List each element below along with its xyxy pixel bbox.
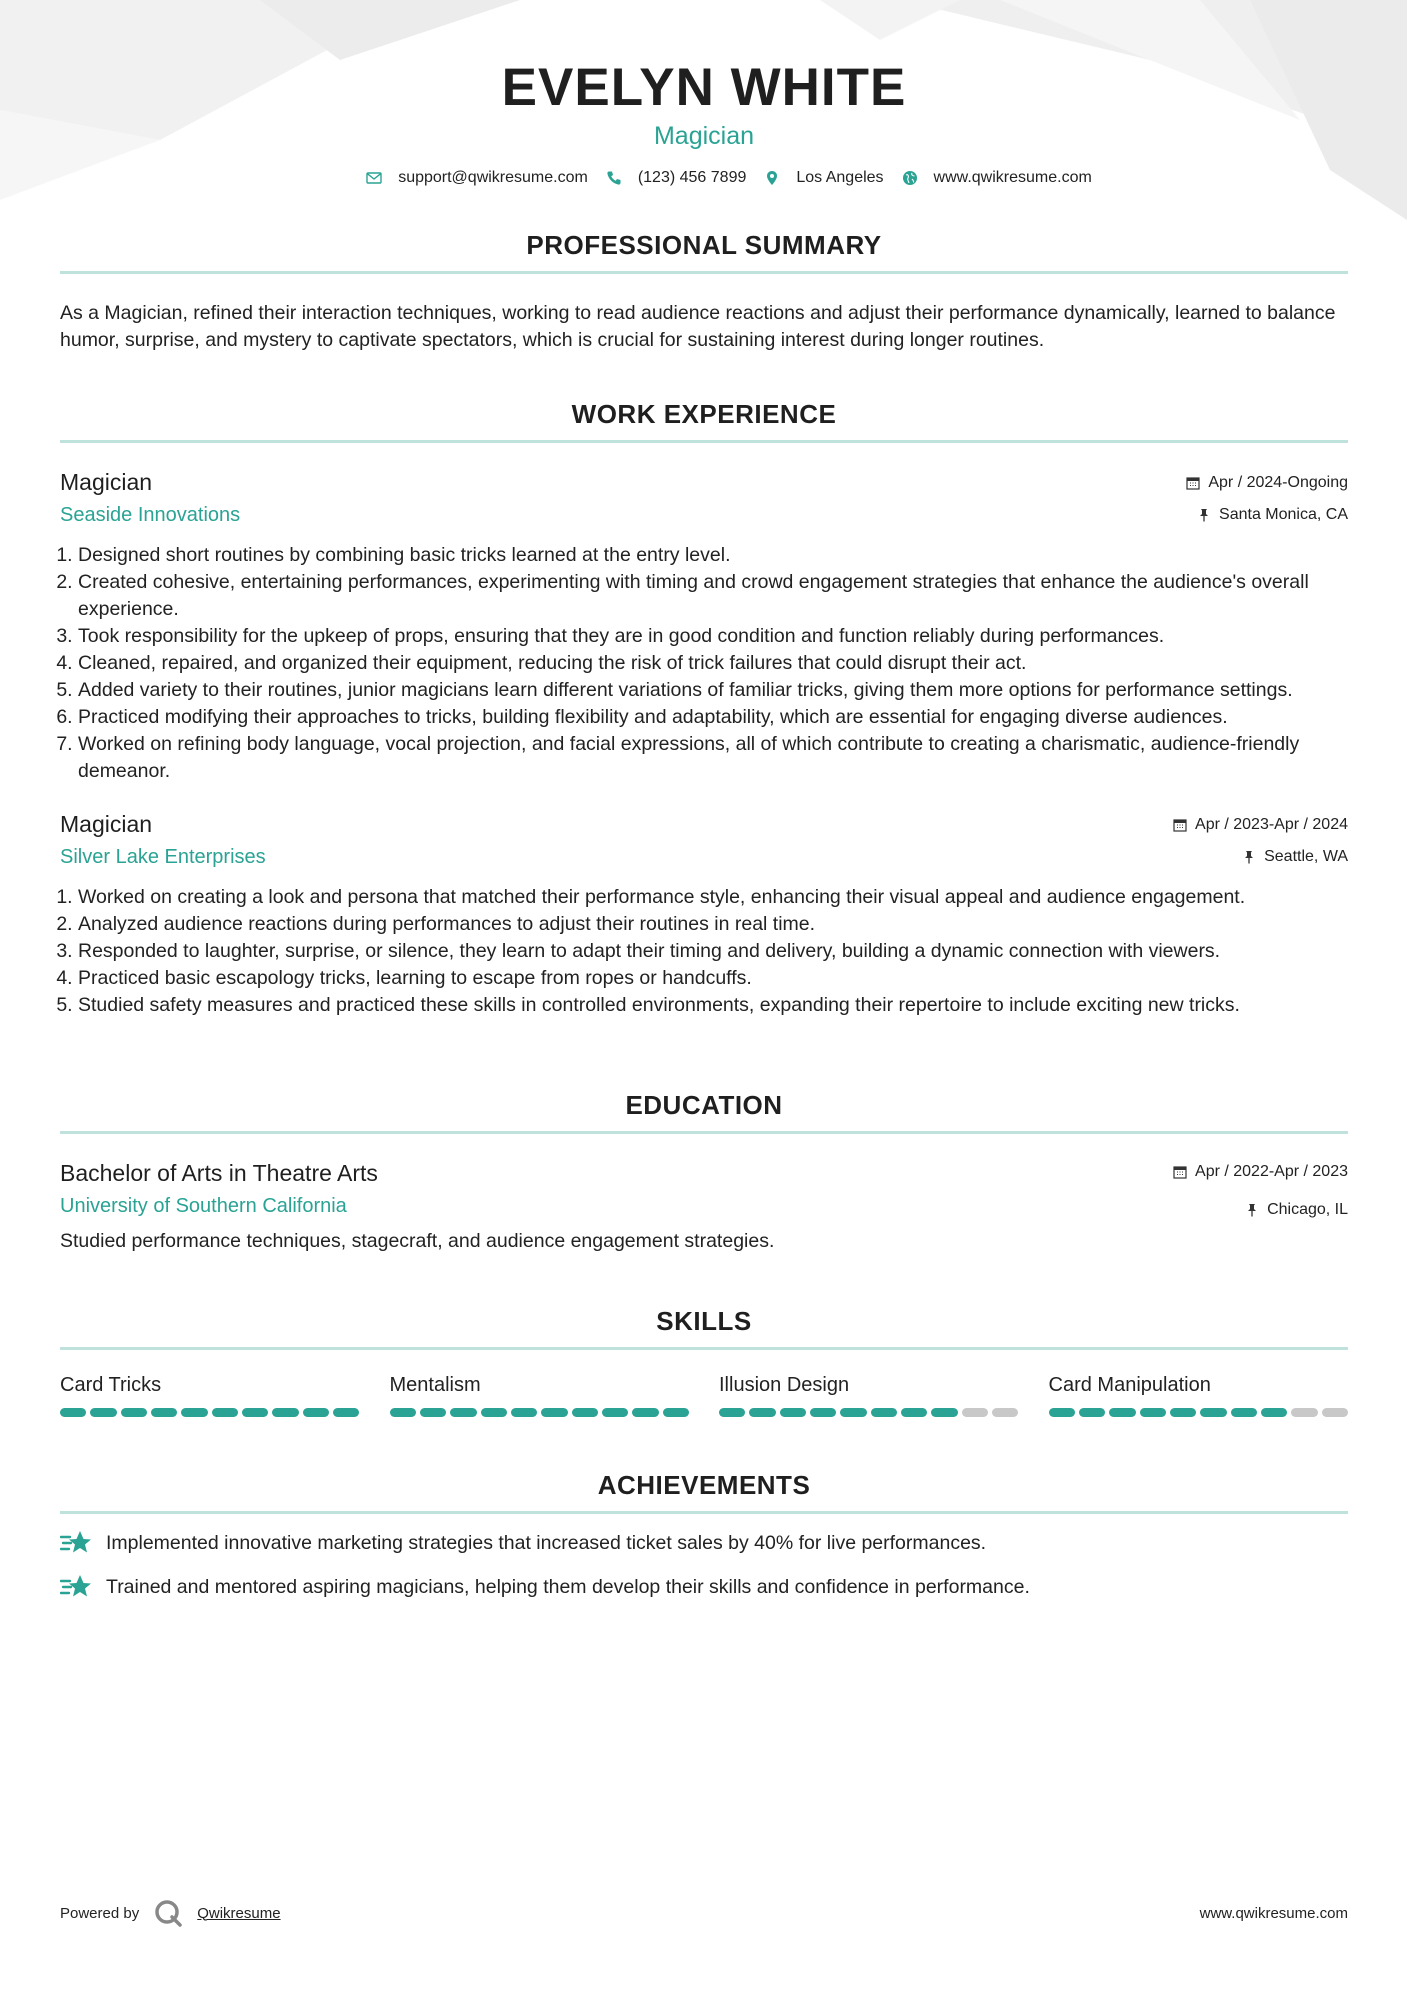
contact-phone[interactable] bbox=[606, 169, 747, 187]
skill-dot-filled bbox=[303, 1408, 329, 1417]
list-item: 2. Analyzed audience reactions during performances to adjust their routines in real time. bbox=[78, 911, 1348, 938]
education-title: EDUCATION bbox=[625, 1090, 783, 1120]
skill-dot-filled bbox=[541, 1408, 567, 1417]
skill-dot-filled bbox=[181, 1408, 207, 1417]
phone-icon bbox=[606, 170, 622, 186]
skill-dot-filled bbox=[871, 1408, 897, 1417]
skill-dot-filled bbox=[121, 1408, 147, 1417]
skill-dot-filled bbox=[420, 1408, 446, 1417]
candidate-name: EVELYN WHITE bbox=[501, 58, 907, 117]
skill-dot-filled bbox=[749, 1408, 775, 1417]
skill-dot-filled bbox=[1261, 1408, 1287, 1417]
job-header bbox=[60, 809, 1348, 870]
skill-item bbox=[1049, 1372, 1349, 1417]
skill-dot-filled bbox=[1200, 1408, 1226, 1417]
skill-name: Card Manipulation bbox=[1048, 1374, 1211, 1396]
skill-dot-filled bbox=[1231, 1408, 1257, 1417]
skill-item bbox=[719, 1372, 1019, 1417]
list-item: 1. Worked on creating a look and persona that matched their performance style, enhancing their visual appeal and audience engagement. bbox=[78, 884, 1348, 911]
qwikresume-link[interactable]: Qwikresume bbox=[197, 1904, 281, 1922]
globe-icon bbox=[902, 170, 918, 186]
job-meta bbox=[1173, 809, 1348, 867]
candidate-role: Magician bbox=[653, 122, 755, 150]
skill-dot-filled bbox=[663, 1408, 689, 1417]
section-divider bbox=[60, 1511, 1348, 1514]
skill-dot-filled bbox=[719, 1408, 745, 1417]
degree-title: Bachelor of Arts in Theatre Arts bbox=[60, 1160, 378, 1186]
education-entry bbox=[60, 1158, 1348, 1255]
skill-dot-filled bbox=[1170, 1408, 1196, 1417]
job-dates bbox=[1186, 473, 1348, 493]
summary-title: PROFESSIONAL SUMMARY bbox=[526, 230, 882, 260]
location-text: Seattle, WA bbox=[1264, 848, 1348, 865]
location-text: Santa Monica, CA bbox=[1219, 506, 1348, 523]
skill-item bbox=[390, 1372, 690, 1417]
experience-title: WORK EXPERIENCE bbox=[571, 399, 837, 429]
skill-dot-filled bbox=[810, 1408, 836, 1417]
achievements-list bbox=[60, 1528, 1348, 1602]
skill-dot-empty bbox=[962, 1408, 988, 1417]
pushpin-icon bbox=[1242, 850, 1256, 864]
skill-dot-filled bbox=[572, 1408, 598, 1417]
envelope-icon bbox=[366, 170, 382, 186]
skill-dot-filled bbox=[390, 1408, 416, 1417]
skill-dot-filled bbox=[632, 1408, 658, 1417]
job-bullets bbox=[60, 542, 1348, 785]
skill-dot-filled bbox=[511, 1408, 537, 1417]
skill-level-bar bbox=[390, 1408, 690, 1417]
job-header bbox=[60, 467, 1348, 528]
skill-item bbox=[60, 1372, 360, 1417]
skill-name: Mentalism bbox=[389, 1374, 481, 1396]
dates-text: Apr / 2023-Apr / 2024 bbox=[1195, 816, 1348, 833]
skill-dot-filled bbox=[1140, 1408, 1166, 1417]
achievement-item bbox=[60, 1528, 1348, 1558]
job-bullets bbox=[60, 884, 1348, 1019]
skills-title: SKILLS bbox=[656, 1306, 752, 1336]
education-location bbox=[1173, 1200, 1348, 1220]
skill-dot-filled bbox=[931, 1408, 957, 1417]
skill-dot-filled bbox=[333, 1408, 359, 1417]
skill-dot-empty bbox=[1322, 1408, 1348, 1417]
skill-dot-filled bbox=[901, 1408, 927, 1417]
skill-dot-filled bbox=[60, 1408, 86, 1417]
list-item: 7. Worked on refining body language, vocal projection, and facial expressions, all of which contribute to creating a charismatic, audience-friendly demeanor. bbox=[78, 731, 1348, 785]
company-name: Seaside Innovations bbox=[60, 504, 241, 526]
job-location bbox=[1186, 505, 1348, 525]
list-item: 5. Studied safety measures and practiced these skills in controlled environments, expanding their repertoire to include exciting new tricks. bbox=[78, 992, 1348, 1019]
list-item: 4. Practiced basic escapology tricks, learning to escape from ropes or handcuffs. bbox=[78, 965, 1348, 992]
skill-level-bar bbox=[60, 1408, 360, 1417]
dates-text: Apr / 2022-Apr / 2023 bbox=[1195, 1163, 1348, 1180]
qwikresume-logo-icon bbox=[153, 1898, 183, 1928]
map-pin-icon bbox=[764, 170, 780, 186]
skills-list bbox=[60, 1372, 1348, 1417]
skills-section bbox=[60, 1305, 1348, 1417]
skill-dot-filled bbox=[602, 1408, 628, 1417]
skill-dot-filled bbox=[780, 1408, 806, 1417]
list-item: 2. Created cohesive, entertaining performances, experimenting with timing and crowd engagement strategies that enhance the audience's overall experience. bbox=[78, 569, 1348, 623]
section-divider bbox=[60, 1131, 1348, 1134]
job-entry bbox=[60, 467, 1348, 785]
skill-dot-filled bbox=[1109, 1408, 1135, 1417]
education-description: Studied performance techniques, stagecraft, and audience engagement strategies. bbox=[60, 1230, 775, 1252]
skill-dot-filled bbox=[90, 1408, 116, 1417]
summary-section bbox=[60, 229, 1348, 354]
education-dates bbox=[1173, 1162, 1348, 1182]
skill-dot-filled bbox=[212, 1408, 238, 1417]
calendar-icon bbox=[1173, 818, 1187, 832]
star-icon bbox=[60, 1528, 92, 1558]
location-text: Chicago, IL bbox=[1267, 1201, 1348, 1218]
skill-dot-filled bbox=[1049, 1408, 1075, 1417]
education-meta bbox=[1173, 1158, 1348, 1220]
list-item: 5. Added variety to their routines, junior magicians learn different variations of familiar tricks, giving them more options for performance settings. bbox=[78, 677, 1348, 704]
achievement-text: Implemented innovative marketing strategies that increased ticket sales by 40% for live performances. bbox=[106, 1531, 987, 1554]
pushpin-icon bbox=[1245, 1203, 1259, 1217]
phone-text: (123) 456 7899 bbox=[637, 169, 747, 186]
achievements-section bbox=[60, 1469, 1348, 1602]
job-title: Magician bbox=[60, 811, 153, 837]
location-text: Los Angeles bbox=[796, 169, 884, 186]
education-header bbox=[60, 1158, 1348, 1220]
skill-name: Illusion Design bbox=[719, 1374, 850, 1396]
skill-dot-filled bbox=[481, 1408, 507, 1417]
skill-dot-filled bbox=[450, 1408, 476, 1417]
skill-dot-filled bbox=[242, 1408, 268, 1417]
email-text: support@qwikresume.com bbox=[398, 169, 588, 186]
page-footer bbox=[60, 1898, 1348, 1928]
skill-name: Card Tricks bbox=[60, 1374, 162, 1396]
job-meta bbox=[1186, 467, 1348, 525]
job-title: Magician bbox=[60, 469, 153, 495]
contact-email[interactable] bbox=[366, 169, 588, 187]
resume-header bbox=[60, 0, 1348, 187]
achievement-text: Trained and mentored aspiring magicians, helping them develop their skills and confidence in performance. bbox=[106, 1575, 1030, 1598]
skill-level-bar bbox=[719, 1408, 1019, 1417]
contact-website[interactable] bbox=[902, 169, 1092, 187]
list-item: 3. Took responsibility for the upkeep of props, ensuring that they are in good condition and function reliably during performances. bbox=[78, 623, 1348, 650]
school-name: University of Southern California bbox=[60, 1195, 347, 1217]
job-dates bbox=[1173, 815, 1348, 835]
skill-dot-filled bbox=[1079, 1408, 1105, 1417]
dates-text: Apr / 2024-Ongoing bbox=[1208, 474, 1348, 491]
pushpin-icon bbox=[1197, 508, 1211, 522]
skill-dot-filled bbox=[151, 1408, 177, 1417]
skill-dot-empty bbox=[1291, 1408, 1317, 1417]
achievement-item bbox=[60, 1572, 1348, 1602]
experience-section bbox=[60, 398, 1348, 1019]
summary-text: As a Magician, refined their interaction techniques, working to read audience reactions and adjust their performance dynamically, learned to balance humor, surprise, and mystery to captivate spectators, which is crucial for sustaining interest during longer routines. bbox=[60, 302, 1336, 351]
website-text: www.qwikresume.com bbox=[933, 169, 1092, 186]
achievements-title: ACHIEVEMENTS bbox=[597, 1470, 811, 1500]
contact-bar bbox=[60, 169, 1348, 187]
contact-location bbox=[764, 169, 883, 187]
section-divider bbox=[60, 271, 1348, 274]
job-location bbox=[1173, 847, 1348, 867]
list-item: 6. Practiced modifying their approaches to tricks, building flexibility and adaptability, which are essential for engaging diverse audiences. bbox=[78, 704, 1348, 731]
calendar-icon bbox=[1186, 476, 1200, 490]
section-divider bbox=[60, 1347, 1348, 1350]
skill-dot-empty bbox=[992, 1408, 1018, 1417]
star-icon bbox=[60, 1572, 92, 1602]
resume-page bbox=[60, 0, 1348, 1602]
skill-dot-filled bbox=[840, 1408, 866, 1417]
education-section bbox=[60, 1089, 1348, 1255]
powered-by bbox=[60, 1898, 281, 1928]
list-item: 4. Cleaned, repaired, and organized their equipment, reducing the risk of trick failures that could disrupt their act. bbox=[78, 650, 1348, 677]
job-entry bbox=[60, 809, 1348, 1019]
skill-level-bar bbox=[1049, 1408, 1349, 1417]
list-item: 1. Designed short routines by combining basic tricks learned at the entry level. bbox=[78, 542, 1348, 569]
company-name: Silver Lake Enterprises bbox=[60, 846, 266, 868]
list-item: 3. Responded to laughter, surprise, or silence, they learn to adapt their timing and delivery, building a dynamic connection with viewers. bbox=[78, 938, 1348, 965]
skill-dot-filled bbox=[272, 1408, 298, 1417]
section-divider bbox=[60, 440, 1348, 443]
calendar-icon bbox=[1173, 1165, 1187, 1179]
powered-by-label: Powered by bbox=[60, 1904, 140, 1922]
footer-website[interactable]: www.qwikresume.com bbox=[1199, 1904, 1348, 1922]
